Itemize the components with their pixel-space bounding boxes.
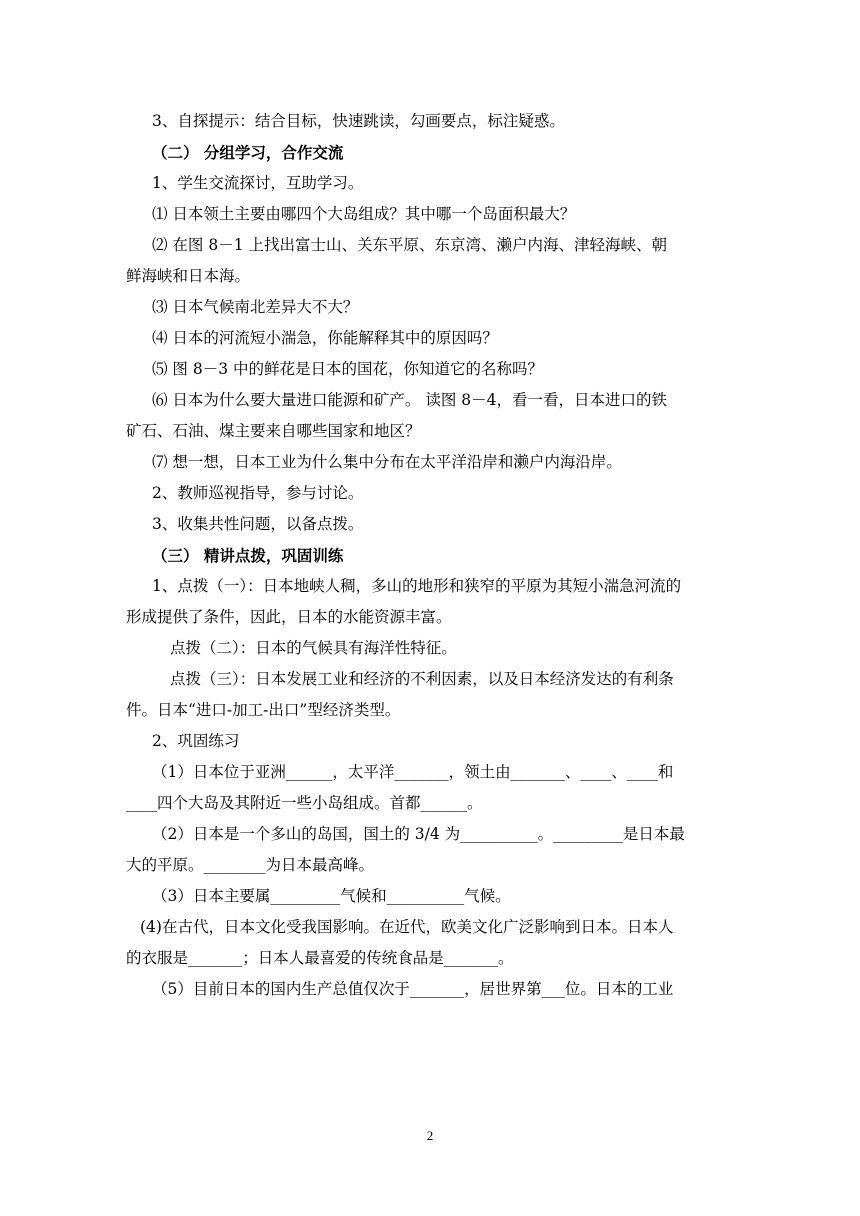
exercise-continuation: 大的平原。________为日本最高峰。 xyxy=(126,856,375,874)
question-line: ⑸ 图 8－3 中的鲜花是日本的国花，你知道它的名称吗？ xyxy=(152,360,544,378)
text-line: 2、巩固练习 xyxy=(152,732,240,750)
text-line: 3、自探提示：结合目标，快速跳读，勾画要点，标注疑惑。 xyxy=(152,112,565,130)
question-line: ⑵ 在图 8－1 上找出富士山、关东平原、东京湾、濑户内海、津轻海峡、朝 xyxy=(152,236,668,254)
question-line: ⑹ 日本为什么要大量进口能源和矿产。 读图 8－4，看一看，日本进口的铁 xyxy=(152,391,668,409)
text-line: 1、学生交流探讨，互助学习。 xyxy=(152,174,364,192)
text-line: 3、收集共性问题，以备点拨。 xyxy=(152,515,364,533)
text-continuation: 形成提供了条件，因此，日本的水能资源丰富。 xyxy=(126,608,452,626)
section-heading: （二） 分组学习，合作交流 xyxy=(152,143,344,162)
exercise-line: （5）目前日本的国内生产总值仅次于_______，居世界第___位。日本的工业 xyxy=(152,980,674,998)
question-line: ⑴ 日本领土主要由哪四个大岛组成？其中哪一个岛面积最大？ xyxy=(152,205,576,223)
exercise-continuation: ____四个大岛及其附近一些小岛组成。首都______。 xyxy=(126,794,483,812)
exercise-line: (4)在古代，日本文化受我国影响。在近代，欧美文化广泛影响到日本。日本人 xyxy=(140,918,674,936)
exercise-line: （3）日本主要属_________气候和__________气候。 xyxy=(152,887,511,905)
page-number: 2 xyxy=(426,1128,434,1143)
text-continuation: 件。日本“进口-加工-出口”型经济类型。 xyxy=(126,701,401,719)
exercise-continuation: 的衣服是_______；日本人最喜爱的传统食品是_______。 xyxy=(126,949,514,967)
question-line: ⑺ 想一想，日本工业为什么集中分布在太平洋沿岸和濑户内海沿岸。 xyxy=(152,453,622,471)
text-line: 点拨（二）：日本的气候具有海洋性特征。 xyxy=(170,639,457,657)
question-line: ⑶ 日本气候南北差异大不大？ xyxy=(152,298,359,316)
section-heading: （三） 精讲点拨，巩固训练 xyxy=(152,546,344,565)
document-body xyxy=(126,106,736,1005)
question-continuation: 鲜海峡和日本海。 xyxy=(126,267,251,285)
exercise-line: （2）日本是一个多山的岛国，国土的 3/4 为__________。_________是日本最 xyxy=(152,825,685,843)
text-line: 1、点拨（一）：日本地峡人稠，多山的地形和狭窄的平原为其短小湍急河流的 xyxy=(152,577,682,595)
text-line: 2、教师巡视指导，参与讨论。 xyxy=(152,484,364,502)
question-continuation: 矿石、石油、煤主要来自哪些国家和地区？ xyxy=(126,422,421,440)
question-line: ⑷ 日本的河流短小湍急，你能解释其中的原因吗？ xyxy=(152,329,498,347)
text-line: 点拨（三）：日本发展工业和经济的不利因素，以及日本经济发达的有利条 xyxy=(170,670,674,688)
exercise-line: （1）日本位于亚洲______，太平洋_______，领土由_______、____、____和 xyxy=(152,763,674,781)
